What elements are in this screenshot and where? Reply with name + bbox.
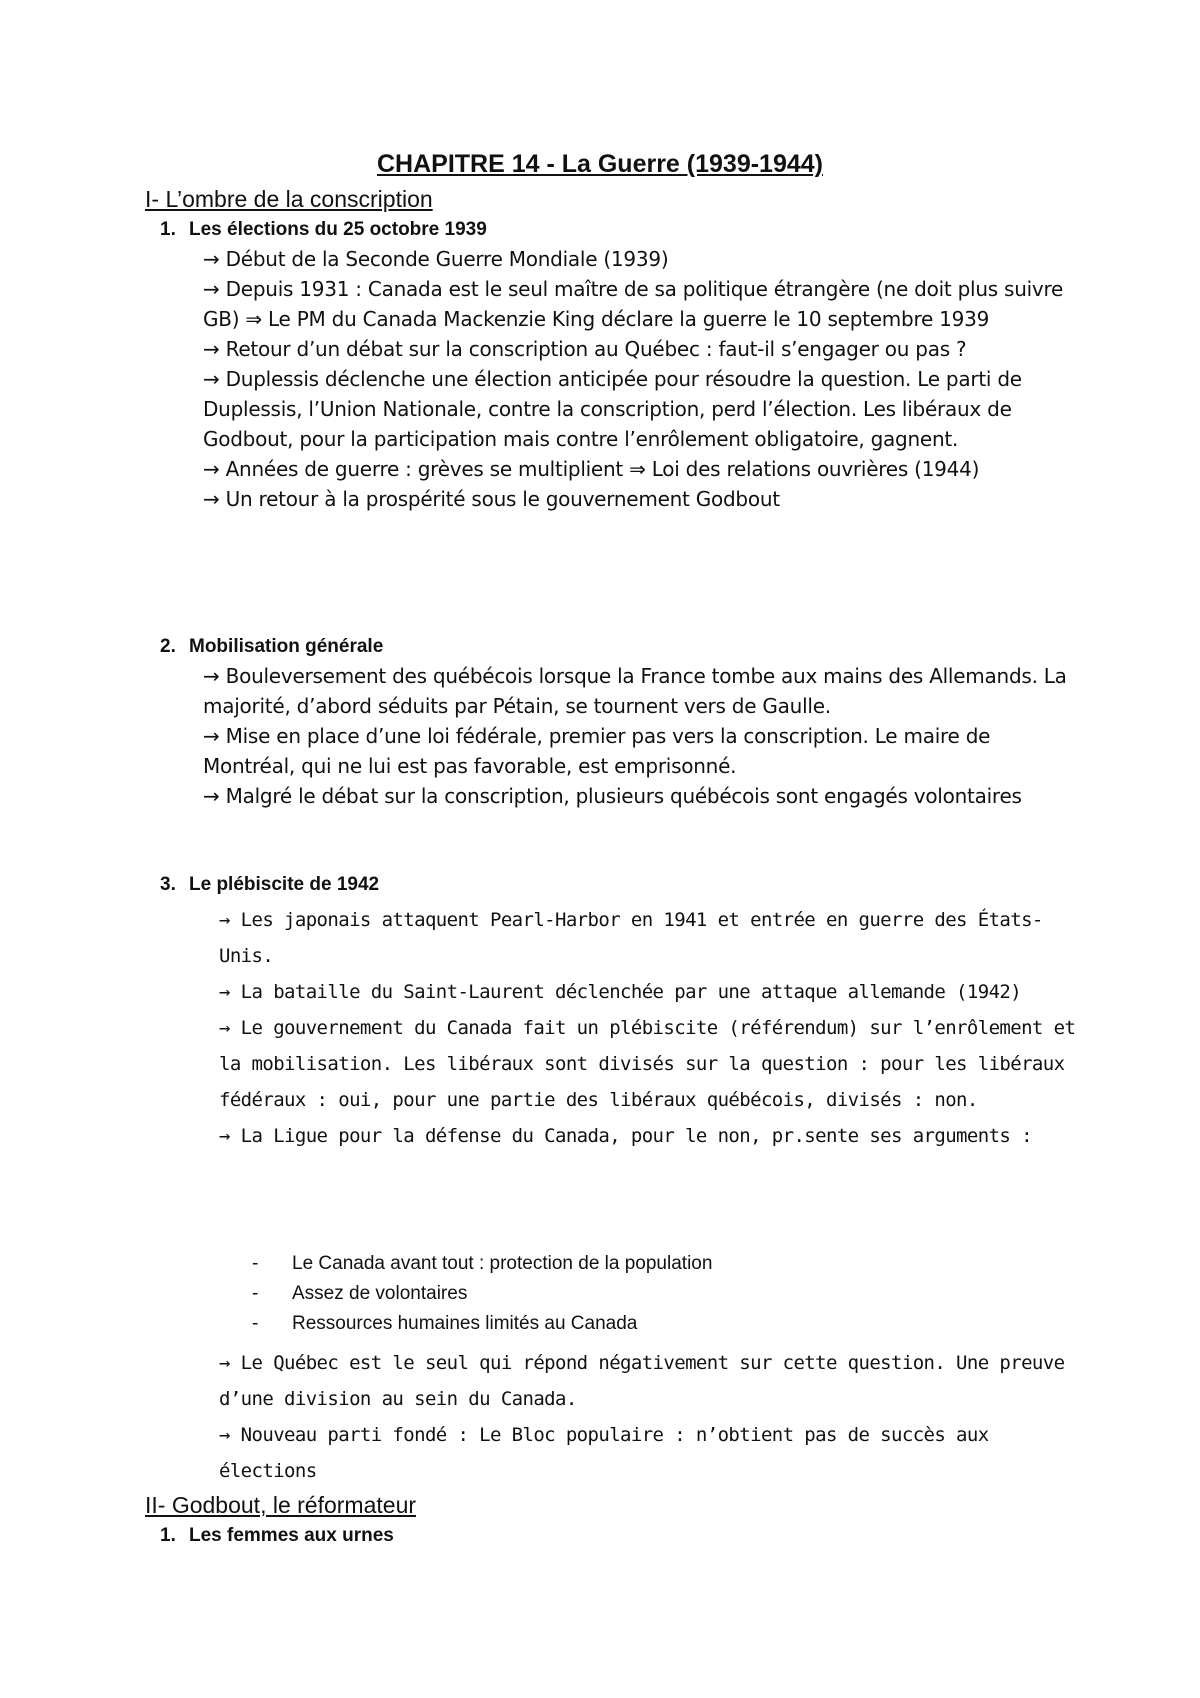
paragraph-line: → Les japonais attaquent Pearl-Harbor en 1941 et entrée en guerre des États-Unis. [219, 909, 1043, 967]
bullet-mark: - [252, 1283, 259, 1304]
section-2-subheading-1 [160, 1522, 394, 1550]
subheading-number: 1. [160, 219, 176, 240]
section-1-sub-2-body [203, 661, 1073, 811]
paragraph-line: → Le gouvernement du Canada fait un plébiscite (référendum) sur l’enrôlement et la mobilisation. Les libéraux sont divisés sur la question : pour les libéraux fédéraux : oui, pour une partie des libéraux québécois, divisés : non. [219, 1017, 1076, 1111]
arguments-list [252, 1249, 712, 1339]
bullet-mark: - [252, 1313, 259, 1334]
paragraph-line: → Retour d’un débat sur la conscription au Québec : faut-il s’engager ou pas ? [203, 337, 967, 361]
subheading-text: Les femmes aux urnes [189, 1525, 394, 1546]
list-item-text: Le Canada avant tout : protection de la population [292, 1253, 713, 1274]
section-1-subheading-3 [160, 871, 379, 899]
subheading-text: Mobilisation générale [189, 636, 384, 657]
section-1-sub-3-body-b [219, 1345, 1089, 1489]
section-1-title: I- L’ombre de la conscription [145, 186, 433, 212]
subheading-text: Le plébiscite de 1942 [189, 874, 380, 895]
subheading-number: 2. [160, 636, 176, 657]
subheading-number: 1. [160, 1525, 176, 1546]
section-1-subheading-1 [160, 216, 487, 244]
subheading-number: 3. [160, 874, 176, 895]
paragraph-line: → Duplessis déclenche une élection anticipée pour résoudre la question. Le parti de Duplessis, l’Union Nationale, contre la conscription, perd l’élection. Les libéraux de Godbout, pour la participation mais contre l’enrôlement obligatoire, gagnent. [203, 367, 1022, 451]
list-item-text: Assez de volontaires [292, 1283, 468, 1304]
section-1-sub-3-body-a [219, 902, 1089, 1154]
section-1-subheading-2 [160, 633, 383, 661]
list-item [252, 1279, 712, 1309]
paragraph-line: → Mise en place d’une loi fédérale, premier pas vers la conscription. Le maire de Montréal, qui ne lui est pas favorable, est emprisonné. [203, 724, 991, 778]
paragraph-line: → Un retour à la prospérité sous le gouvernement Godbout [203, 487, 780, 511]
paragraph-line: → La Ligue pour la défense du Canada, pour le non, pr.sente ses arguments : [219, 1125, 1032, 1147]
subheading-text: Les élections du 25 octobre 1939 [189, 219, 487, 240]
section-1-sub-1-body [203, 244, 1073, 514]
paragraph-line: → Nouveau parti fondé : Le Bloc populaire : n’obtient pas de succès aux élections [219, 1424, 989, 1482]
chapter-title: CHAPITRE 14 - La Guerre (1939-1944) [376, 150, 823, 178]
paragraph-line: → Depuis 1931 : Canada est le seul maître de sa politique étrangère (ne doit plus suivre GB) ⇒ Le PM du Canada Mackenzie King déclare la guerre le 10 septembre 1939 [203, 277, 1064, 331]
paragraph-line: → Bouleversement des québécois lorsque la France tombe aux mains des Allemands. La majorité, d’abord séduits par Pétain, se tournent vers de Gaulle. [203, 664, 1067, 718]
paragraph-line: → Le Québec est le seul qui répond négativement sur cette question. Une preuve d’une division au sein du Canada. [219, 1352, 1065, 1410]
section-2-title: II- Godbout, le réformateur [145, 1492, 417, 1518]
paragraph-line: → Malgré le débat sur la conscription, plusieurs québécois sont engagés volontaires [203, 784, 1022, 808]
bullet-mark: - [252, 1253, 259, 1274]
paragraph-line: → Début de la Seconde Guerre Mondiale (1939) [203, 247, 669, 271]
list-item [252, 1249, 712, 1279]
list-item-text: Ressources humaines limités au Canada [292, 1313, 638, 1334]
list-item [252, 1309, 712, 1339]
paragraph-line: → Années de guerre : grèves se multiplient ⇒ Loi des relations ouvrières (1944) [203, 457, 980, 481]
paragraph-line: → La bataille du Saint-Laurent déclenchée par une attaque allemande (1942) [219, 981, 1022, 1003]
